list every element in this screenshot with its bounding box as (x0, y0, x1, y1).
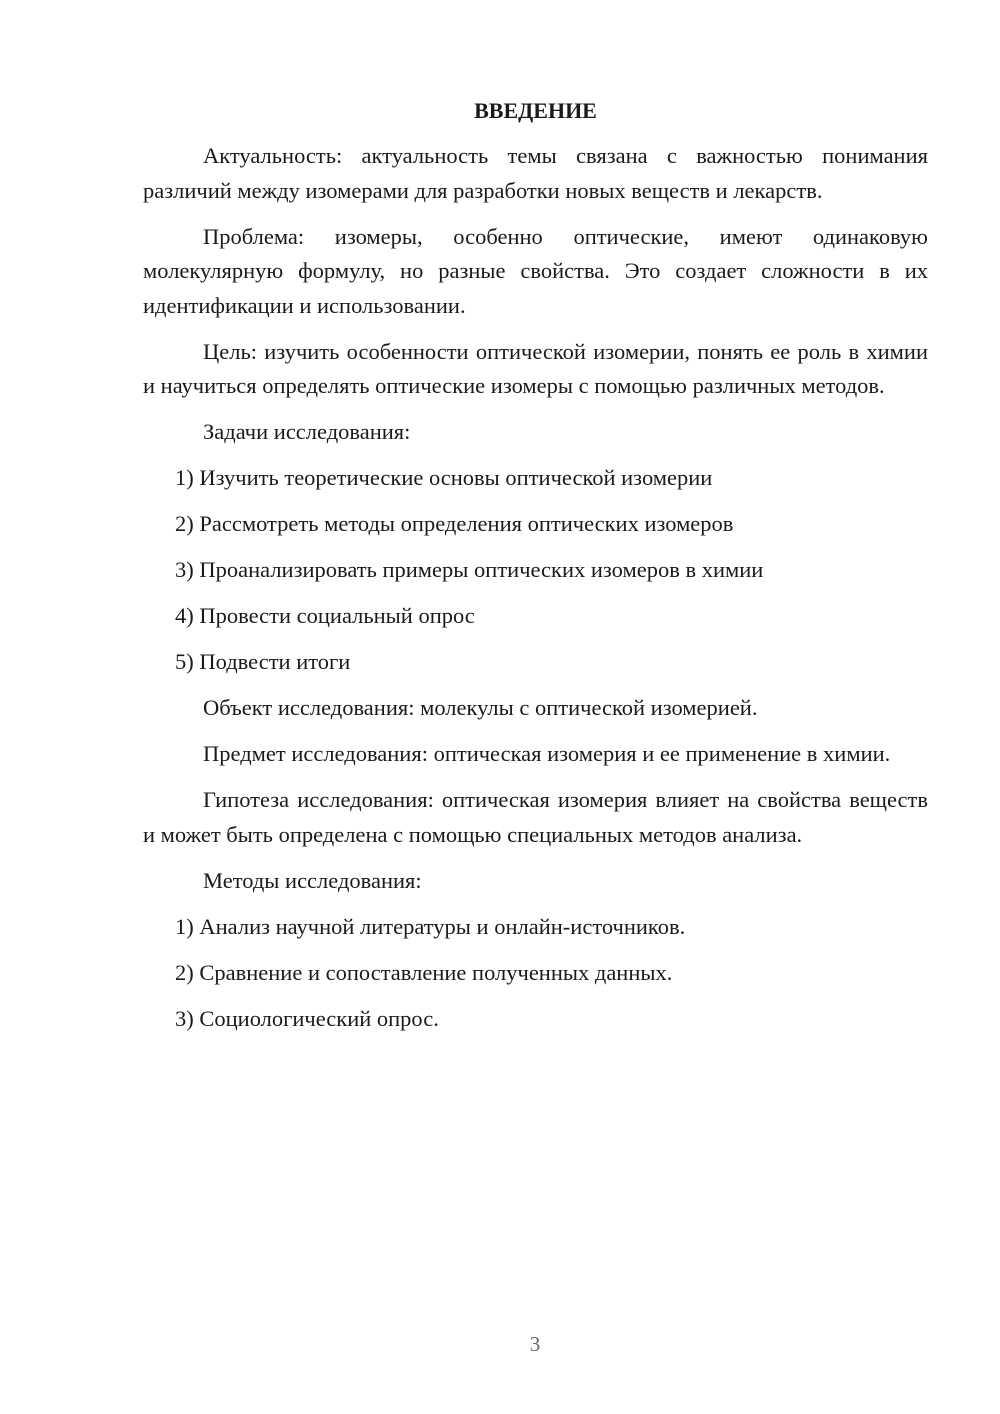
methods-list (143, 910, 928, 1037)
page-content (143, 93, 928, 1048)
task-item: 3) Проанализировать примеры оптических изомеров в химии (175, 557, 764, 582)
page-number: 3 (529, 1332, 541, 1356)
paragraph-relevance: Актуальность: актуальность темы связана с важностью понимания различий между изомерами для разработки новых веществ и лекарств. (143, 143, 928, 203)
paragraph-subject: Предмет исследования: оптическая изомерия и ее применение в химии. (203, 741, 891, 766)
task-item: 1) Изучить теоретические основы оптической изомерии (175, 465, 713, 490)
method-item: 2) Сравнение и сопоставление полученных данных. (175, 959, 673, 985)
paragraph-problem: Проблема: изомеры, особенно оптические, имеют одинаковую молекулярную формулу, но разные свойства. Это создает сложности в их идентификации и использовании. (143, 223, 928, 318)
task-item: 2) Рассмотреть методы определения оптических изомеров (175, 511, 734, 536)
paragraph-object: Объект исследования: молекулы с оптической изомерией. (203, 695, 758, 720)
method-item: 3) Социологический опрос. (175, 1005, 439, 1031)
tasks-list (143, 461, 928, 680)
paragraph-hypothesis: Гипотеза исследования: оптическая изомерия влияет на свойства веществ и может быть определена с помощью специальных методов анализа. (143, 787, 928, 847)
method-item: 1) Анализ научной литературы и онлайн-источников. (175, 913, 686, 939)
task-item: 5) Подвести итоги (175, 649, 351, 674)
methods-heading: Методы исследования: (203, 867, 422, 893)
tasks-heading: Задачи исследования: (203, 419, 411, 444)
task-item: 4) Провести социальный опрос (175, 603, 475, 628)
page-title: ВВЕДЕНИЕ (474, 98, 597, 123)
paragraph-goal: Цель: изучить особенности оптической изомерии, понять ее роль в химии и научиться определять оптические изомеры с помощью различных методов. (143, 338, 928, 398)
